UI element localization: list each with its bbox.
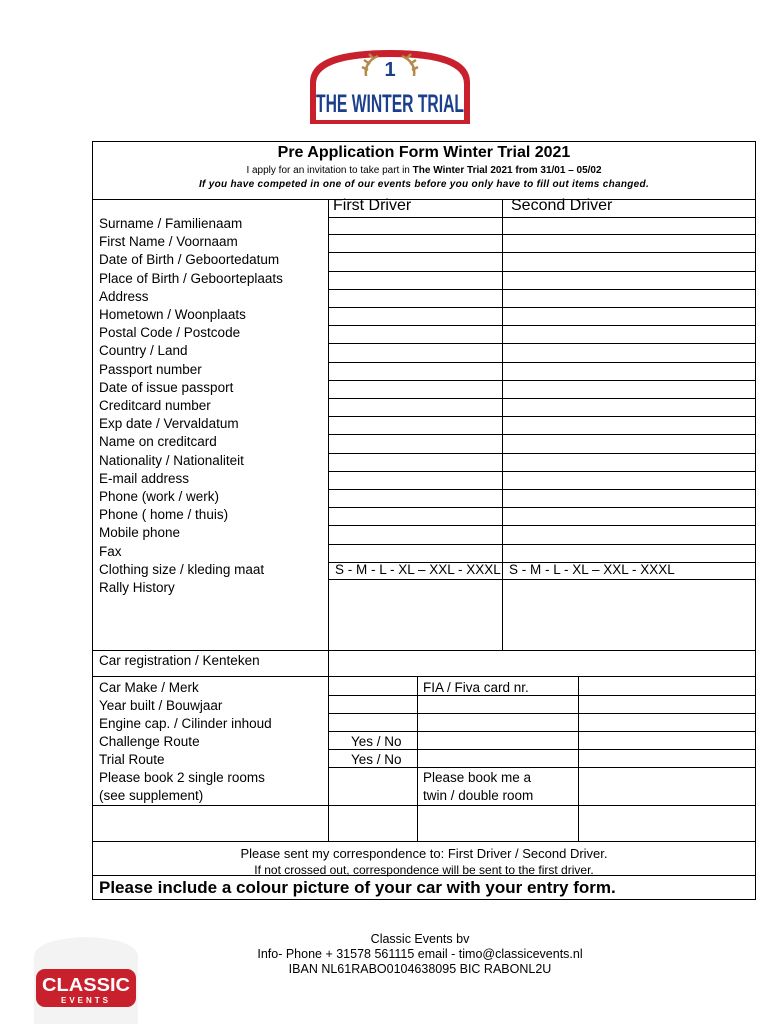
car-divider-1: [328, 676, 329, 841]
row-line: [328, 307, 755, 308]
row-line: [328, 325, 755, 326]
row-label: Phone (work / werk): [99, 489, 220, 504]
divider-header: [93, 199, 755, 200]
row-label: Date of Birth / Geboortedatum: [99, 252, 280, 268]
footer-company: Classic Events bv: [370, 932, 470, 946]
rooms-twin-line1: Please book me a: [423, 770, 532, 785]
row-label: E-mail address: [99, 470, 190, 486]
row-line: [328, 453, 755, 454]
classic-logo-line2: EVENTS: [60, 996, 112, 1005]
car-row-line: [328, 749, 755, 750]
invitation-line: [93, 165, 755, 176]
row-label: Fax: [99, 543, 122, 559]
row-line: [328, 579, 755, 580]
size-options-second: S - M - L - XL – XXL - XXXL: [509, 562, 675, 577]
correspondence-note: If not crossed out, correspondence will be sent to the first driver.: [254, 863, 594, 877]
form-title: Pre Application Form Winter Trial 2021: [277, 144, 571, 161]
trial-yes-no[interactable]: Yes / No: [351, 752, 402, 767]
row-label: Passport number: [99, 361, 202, 377]
first-driver-header: First Driver: [333, 197, 412, 214]
row-label: Hometown / Woonplaats: [99, 307, 246, 322]
row-line: [328, 234, 755, 235]
row-line: [328, 562, 755, 563]
car-divider-3: [578, 676, 579, 841]
row-label: Exp date / Vervaldatum: [99, 416, 239, 432]
row-line: [328, 343, 755, 344]
row-line: [328, 471, 755, 472]
row-label: Place of Birth / Geboorteplaats: [99, 270, 283, 286]
divider-registration: [93, 676, 755, 677]
row-line: [328, 398, 755, 399]
footer-bank: IBAN NL61RABO0104638095 BIC RABONL2U: [288, 962, 552, 976]
row-line: [328, 416, 755, 417]
row-line: [328, 544, 755, 545]
col-divider-2: [502, 199, 503, 650]
invitation-prefix: I apply for an invitation to take part in: [246, 165, 413, 176]
logo-number: 1: [384, 59, 396, 81]
second-driver-header: Second Driver: [511, 197, 613, 214]
rooms-single-line1: Please book 2 single rooms: [99, 770, 265, 785]
car-make-label: Car Make / Merk: [99, 680, 199, 695]
row-label: Phone ( home / thuis): [99, 507, 229, 523]
footer-contact[interactable]: Info- Phone + 31578 561115 email - timo@classicevents.nl: [257, 947, 583, 961]
row-label: Country / Land: [99, 343, 188, 359]
row-line: [328, 289, 755, 290]
trial-route-label: Trial Route: [99, 752, 165, 767]
rooms-twin-line2: twin / double room: [423, 788, 534, 803]
row-line: [328, 271, 755, 272]
classic-events-logo: [28, 935, 144, 1024]
reg-divider: [328, 650, 329, 676]
challenge-yes-no[interactable]: Yes / No: [351, 734, 402, 749]
notice-line: If you have competed in one of our events before you only have to fill out items changed.: [198, 179, 650, 190]
car-row-line: [93, 805, 328, 806]
car-row-line: [328, 695, 755, 696]
invitation-event: The Winter Trial 2021 from 31/01 – 05/02: [412, 165, 602, 176]
col-divider-1: [328, 199, 329, 650]
divider-rooms: [93, 841, 755, 842]
correspondence-line: Please sent my correspondence to: First Driver / Second Driver.: [240, 846, 608, 861]
row-line: [328, 507, 755, 508]
car-row-line: [328, 713, 755, 714]
logo-text: THE WINTER TRIAL: [316, 90, 464, 118]
row-line: [328, 525, 755, 526]
row-label: Clothing size / kleding maat: [99, 561, 265, 577]
car-divider-2: [417, 676, 418, 841]
row-label: Postal Code / Postcode: [99, 325, 241, 341]
rooms-single-line2: (see supplement): [99, 788, 204, 803]
car-row-line: [328, 731, 755, 732]
row-line: [328, 362, 755, 363]
classic-logo-line1: CLASSIC: [42, 975, 130, 995]
row-line: [328, 380, 755, 381]
divider-colhead: [328, 217, 755, 218]
size-options-first: S - M - L - XL – XXL - XXXL: [335, 562, 501, 577]
year-built-label: Year built / Bouwjaar: [99, 698, 223, 713]
row-label: Creditcard number: [99, 398, 211, 413]
row-line: [328, 252, 755, 253]
row-label: Address: [99, 288, 149, 304]
car-registration-label: Car registration / Kenteken: [99, 653, 260, 668]
fia-card-label: FIA / Fiva card nr.: [423, 680, 529, 695]
car-row-line: [328, 805, 755, 806]
rally-history-label: Rally History: [99, 580, 175, 595]
challenge-route-label: Challenge Route: [99, 734, 200, 749]
divider-correspondence: [93, 875, 755, 876]
application-form: [92, 141, 756, 900]
row-label: First Name / Voornaam: [99, 234, 238, 250]
row-label: Name on creditcard: [99, 434, 217, 450]
divider-rally: [93, 650, 755, 651]
row-label: Nationality / Nationaliteit: [99, 452, 244, 468]
car-row-line: [328, 767, 755, 768]
row-label: Date of issue passport: [99, 379, 234, 395]
picture-notice: Please include a colour picture of your car with your entry form.: [99, 878, 616, 897]
row-line: [328, 434, 755, 435]
row-line: [328, 489, 755, 490]
row-label: Surname / Familienaam: [99, 216, 243, 231]
engine-cap-label: Engine cap. / Cilinder inhoud: [99, 716, 272, 731]
row-label: Mobile phone: [99, 525, 181, 541]
winter-trial-logo: [306, 48, 474, 126]
